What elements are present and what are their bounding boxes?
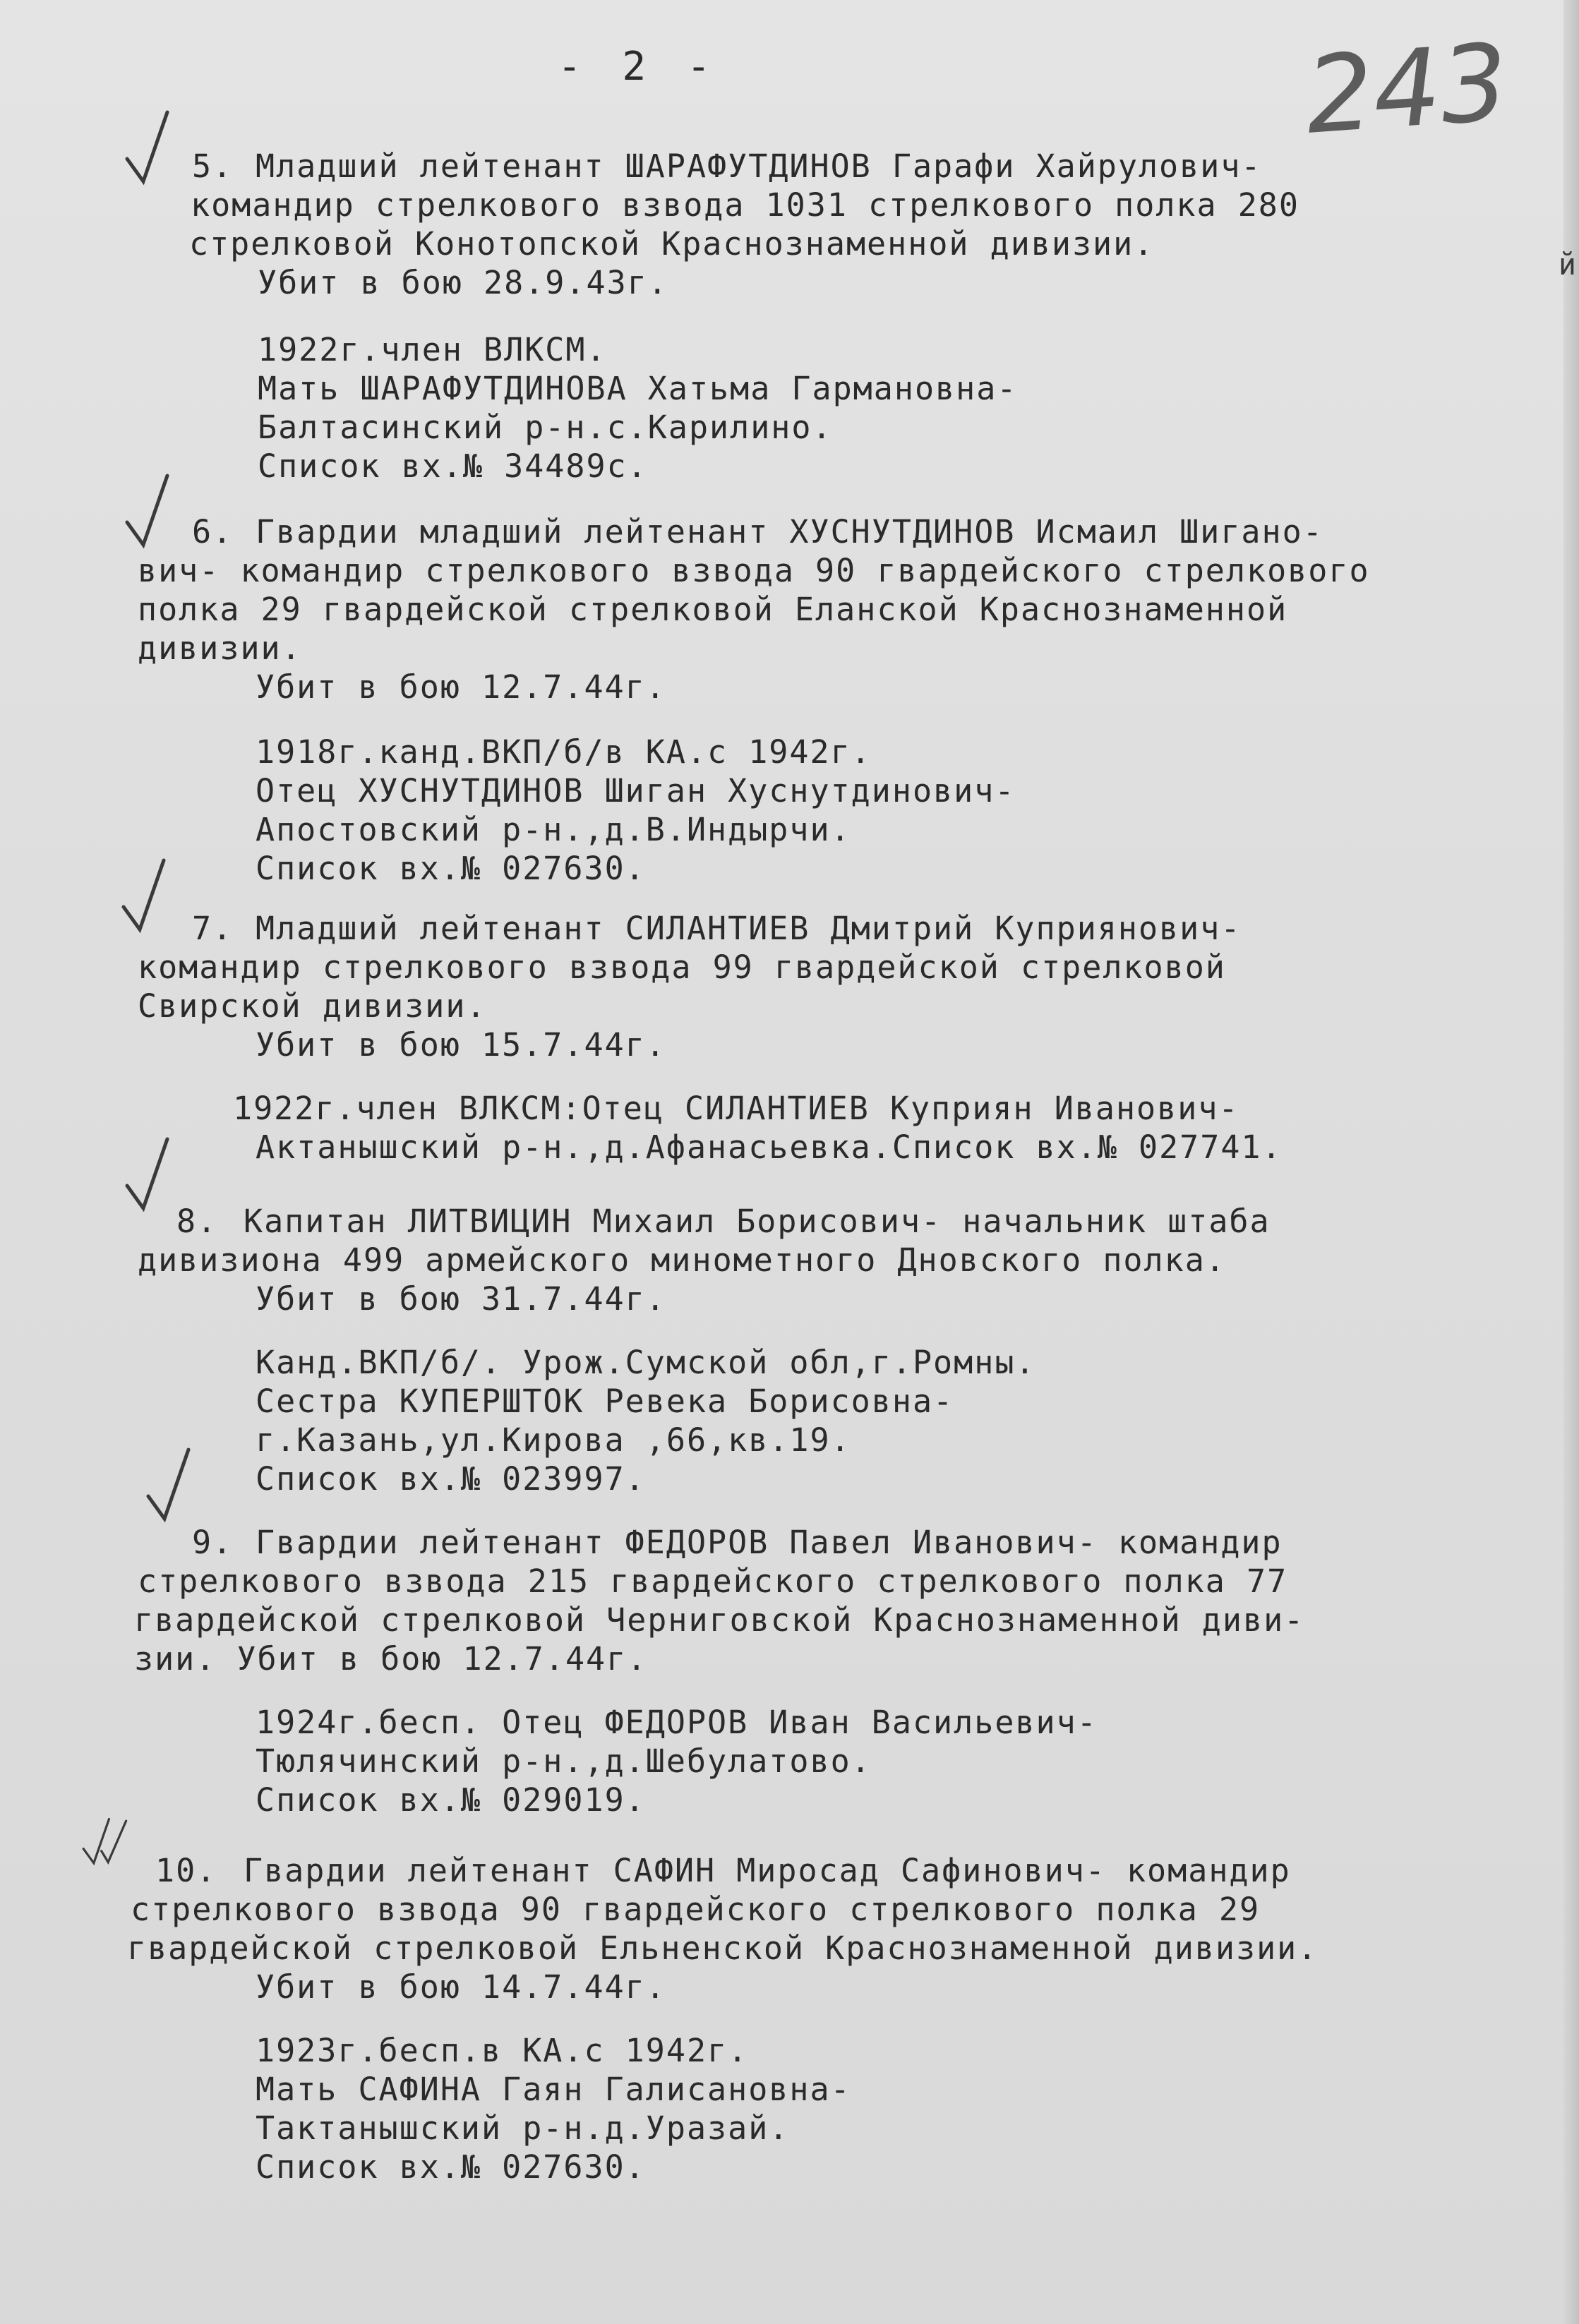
- entry-line: Тактанышский р-н.д.Уразай.: [256, 2109, 790, 2147]
- checkmark-icon: [120, 857, 169, 935]
- entry-line: Список вх.№ 34489с.: [258, 447, 648, 485]
- entry-number: 5.: [192, 147, 234, 185]
- entry-line: дивизии.: [138, 630, 302, 667]
- entry-line: 1922г.член ВЛКСМ:Отец СИЛАНТИЕВ Куприян Иванович-: [233, 1090, 1239, 1127]
- entry-line: Сестра КУПЕРШТОК Ревека Борисовна-: [256, 1383, 954, 1420]
- edge-mark: й: [1558, 247, 1576, 282]
- entry-number: 9.: [192, 1524, 234, 1561]
- entry-line: Гвардии лейтенант САФИН Миросад Сафинович- командир: [244, 1852, 1291, 1889]
- entry-line: 1924г.бесп. Отец ФЕДОРОВ Иван Васильевич-: [256, 1704, 1098, 1741]
- entry-line: командир стрелкового взвода 99 гвардейской стрелковой: [138, 949, 1226, 986]
- entry-line: Капитан ЛИТВИЦИН Михаил Борисович- начальник штаба: [244, 1203, 1271, 1240]
- entry-line: г.Казань,ул.Кирова ,66,кв.19.: [256, 1421, 851, 1459]
- checkmark-icon: [124, 109, 173, 187]
- entry-line: дивизиона 499 армейского минометного Дновского полка.: [138, 1241, 1226, 1279]
- entry-line: Список вх.№ 029019.: [256, 1781, 646, 1819]
- entry-line: Список вх.№ 023997.: [256, 1460, 646, 1498]
- entry-line: Убит в бою 28.9.43г.: [258, 264, 668, 301]
- entry-line: 1918г.канд.ВКП/б/в КА.с 1942г.: [256, 733, 872, 771]
- entry-line: Отец ХУСНУТДИНОВ Шиган Хуснутдинович-: [256, 772, 1016, 809]
- entry-number: 8.: [176, 1203, 218, 1240]
- entry-line: Список вх.№ 027630.: [256, 2148, 646, 2186]
- entry-line: Убит в бою 12.7.44г.: [256, 668, 666, 706]
- entry-line: Тюлячинский р-н.,д.Шебулатово.: [256, 1742, 872, 1780]
- checkmark-icon: [124, 1136, 173, 1214]
- double-checkmark-icon: [81, 1803, 131, 1881]
- entry-line: Убит в бою 14.7.44г.: [256, 1968, 666, 2006]
- entry-line: стрелкового взвода 90 гвардейского стрелкового полка 29: [131, 1891, 1261, 1928]
- entry-line: Актанышский р-н.,д.Афанасьевка.Список вх.№ 027741.: [256, 1128, 1283, 1166]
- entry-line: зии. Убит в бою 12.7.44г.: [134, 1640, 648, 1678]
- entry-line: Апостовский р-н.,д.В.Индырчи.: [256, 811, 851, 848]
- entry-line: вич- командир стрелкового взвода 90 гвардейского стрелкового: [138, 552, 1370, 589]
- entry-line: Убит в бою 31.7.44г.: [256, 1280, 666, 1318]
- entry-line: Балтасинский р-н.с.Карилино.: [258, 409, 833, 446]
- entry-number: 7.: [192, 910, 234, 947]
- entry-line: Канд.ВКП/б/. Урож.Сумской обл,г.Ромны.: [256, 1344, 1036, 1381]
- entry-line: полка 29 гвардейской стрелковой Еланской Краснознаменной: [138, 591, 1288, 628]
- entry-line: стрелковой Конотопской Краснознаменной дивизии.: [189, 225, 1155, 263]
- archive-number: 243: [1302, 21, 1513, 158]
- checkmark-icon: [145, 1447, 194, 1524]
- entry-line: гвардейской стрелковой Ельненской Краснознаменной дивизии.: [127, 1929, 1319, 1967]
- entry-line: Убит в бою 15.7.44г.: [256, 1026, 666, 1064]
- entry-line: командир стрелкового взвода 1031 стрелкового полка 280: [191, 186, 1299, 224]
- page-number: - 2 -: [558, 44, 719, 90]
- entry-line: Гвардии младший лейтенант ХУСНУТДИНОВ Исмаил Шигано-: [256, 513, 1323, 550]
- entry-line: 1922г.член ВЛКСМ.: [258, 331, 607, 368]
- entry-line: стрелкового взвода 215 гвардейского стрелкового полка 77: [138, 1563, 1288, 1600]
- entry-line: Мать ШАРАФУТДИНОВА Хатьма Гармановна-: [258, 370, 1018, 407]
- entry-line: 1923г.бесп.в КА.с 1942г.: [256, 2032, 749, 2069]
- entry-line: гвардейской стрелковой Черниговской Краснознаменной диви-: [134, 1601, 1305, 1639]
- entry-line: Гвардии лейтенант ФЕДОРОВ Павел Иванович- командир: [256, 1524, 1283, 1561]
- entry-number: 10.: [155, 1852, 217, 1889]
- entry-line: Младший лейтенант ШАРАФУТДИНОВ Гарафи Хайрулович-: [256, 147, 1262, 185]
- entry-line: Список вх.№ 027630.: [256, 850, 646, 887]
- entry-number: 6.: [192, 513, 234, 550]
- entry-line: Свирской дивизии.: [138, 987, 487, 1025]
- checkmark-icon: [124, 473, 173, 550]
- page-edge: [1563, 0, 1579, 2324]
- entry-line: Младший лейтенант СИЛАНТИЕВ Дмитрий Куприянович-: [256, 910, 1242, 947]
- entry-line: Мать САФИНА Гаян Галисановна-: [256, 2071, 851, 2108]
